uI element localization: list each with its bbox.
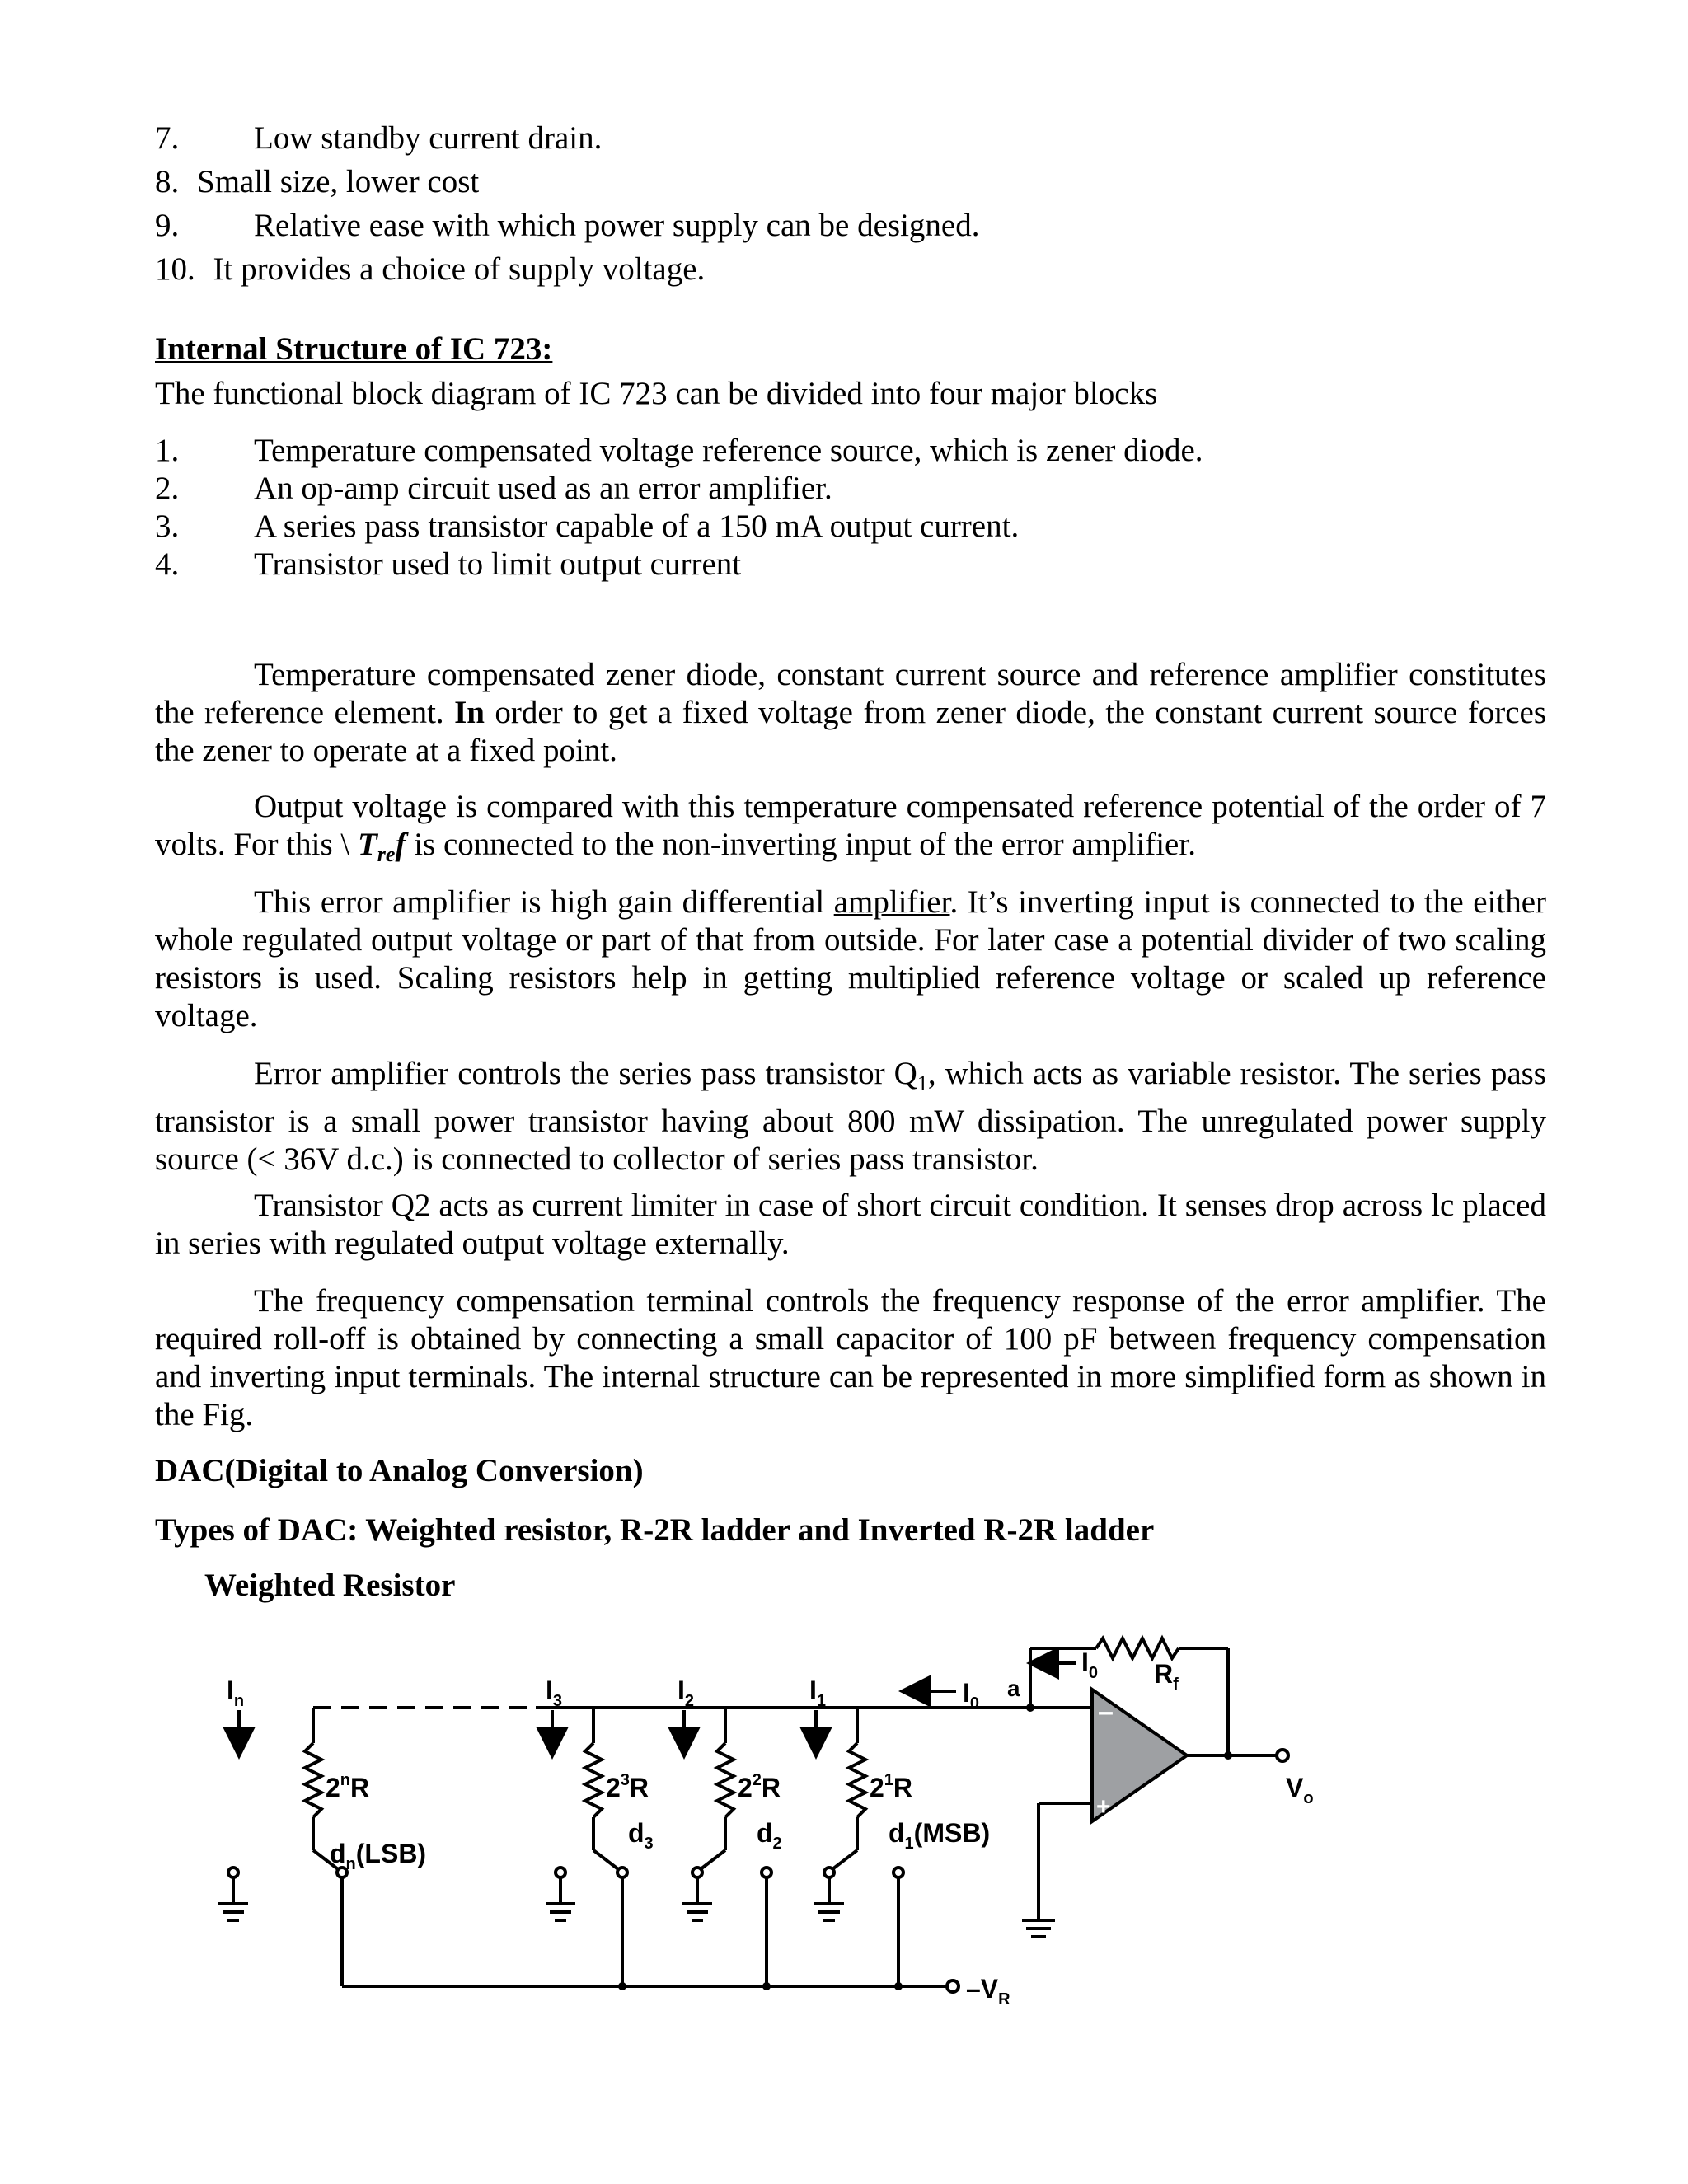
label-rf: $R_f$ [1154,1659,1179,1694]
list-number: 1. [155,433,180,468]
list-item [155,207,980,245]
label-r-21: $2^1R$ [870,1771,913,1802]
dac-subheading: Weighted Resistor [204,1568,456,1603]
list-number: 8. [155,164,180,199]
list-item [155,470,832,508]
list-number: 10. [155,251,195,287]
label-r-23: $2^3R$ [606,1771,649,1802]
paragraph-output-voltage: Output voltage is compared with this temperature compensated reference potential of the order of 7 volts. For this \ $T_{re}f$ is connected to the non-inverting input of the error amplifier. [155,789,1546,866]
paragraph-error-amplifier: This error amplifier is high gain differential amplifier. It’s inverting input is connected to the either whole regulated output voltage or part of that from outside. For later case a potential divider of two scaling resistors is used. Scaling resistors help in getting multiplied reference voltage or scaled up reference voltage. [155,884,1546,1033]
list-text: A series pass transistor capable of a 150 mA output current. [254,509,1020,544]
list-item [155,120,603,157]
list-text: It provides a choice of supply voltage. [213,251,706,287]
switch-d1 [832,1850,857,1869]
list-text: Relative ease with which power supply can be designed. [254,208,980,243]
label-in: $I_n$ [227,1675,245,1710]
switch-d2 [701,1850,725,1869]
section-heading: Internal Structure of IC 723: [155,331,553,367]
output-terminal [1277,1750,1288,1761]
resistor-2n [305,1743,321,1817]
rf-resistor [1096,1638,1179,1658]
label-d2: $d_2$ [757,1818,782,1853]
weighted-resistor-dac-diagram [206,1632,1343,2060]
resistor-21 [849,1743,865,1817]
label-vr: $-V_R$ [966,1974,1010,2008]
label-r-2n: 2$^n$R [326,1771,370,1802]
paragraph-reference-element: Temperature compensated zener diode, constant current source and reference amplifier constitutes the reference element. In order to get a fixed voltage from zener diode, the constant current source forces the zener to operate at a fixed point. [155,657,1546,768]
list-item [155,432,1203,470]
list-item [155,251,705,288]
label-r-22: $2^2R$ [738,1771,781,1802]
list-number: 2. [155,471,180,506]
label-io-feedback: $I_0$ [1081,1647,1099,1682]
label-dn: $d_n(LSB)$ [330,1839,427,1873]
label-d1: $d_1(MSB)$ [889,1818,991,1853]
list-text: Temperature compensated voltage reference source, which is zener diode. [254,433,1203,468]
opamp-minus: – [1098,1696,1114,1727]
label-node-a: a [1007,1675,1020,1701]
paragraph-frequency-compensation: The frequency compensation terminal controls the frequency response of the error amplifier. The required roll-off is obtained by connecting a small capacitor of 100 pF between frequency compensation and inverting input terminals. The internal structure can be represented in more simplified form as shown in the Fig. [155,1283,1546,1432]
list-number: 7. [155,120,180,156]
list-number: 3. [155,509,180,544]
section-intro: The functional block diagram of IC 723 can be divided into four major blocks [155,376,1158,411]
opamp-plus: + [1096,1793,1111,1821]
label-vo: $V_o$ [1286,1773,1314,1807]
switch-d3 [593,1850,618,1869]
list-text: Transistor used to limit output current [254,546,742,582]
paragraph-current-limiter: Transistor Q2 acts as current limiter in case of short circuit condition. It senses drop across lc placed in series with regulated output voltage externally. [155,1188,1546,1261]
list-item [155,546,742,583]
list-number: 9. [155,208,180,243]
list-number: 4. [155,546,180,582]
label-d3: $d_3$ [628,1818,654,1853]
label-i3: $I_3$ [546,1675,563,1710]
paragraph-series-pass: Error amplifier controls the series pass transistor $Q_1$, which acts as variable resistor. The series pass transistor is a small power transistor having about 800 mW dissipation. The unregulated power supply source (< 36V d.c.) is connected to collector of series pass transistor. [155,1056,1546,1177]
amplifier-link[interactable]: amplifier [833,884,950,920]
list-text: An op-amp circuit used as an error amplifier. [254,471,832,506]
list-text: Low standby current drain. [254,120,603,156]
resistor-22 [717,1743,734,1817]
label-io: $I_0$ [963,1678,980,1713]
label-i2: $I_2$ [678,1675,695,1710]
dac-types: Types of DAC: Weighted resistor, R-2R ladder and Inverted R-2R ladder [155,1512,1155,1548]
list-item [155,508,1020,546]
list-item [155,163,479,201]
label-i1: $I_1$ [809,1675,827,1710]
list-text: Small size, lower cost [197,164,480,199]
dac-title: DAC(Digital to Analog Conversion) [155,1453,644,1488]
resistor-23 [585,1743,602,1817]
vr-terminal [947,1980,959,1992]
